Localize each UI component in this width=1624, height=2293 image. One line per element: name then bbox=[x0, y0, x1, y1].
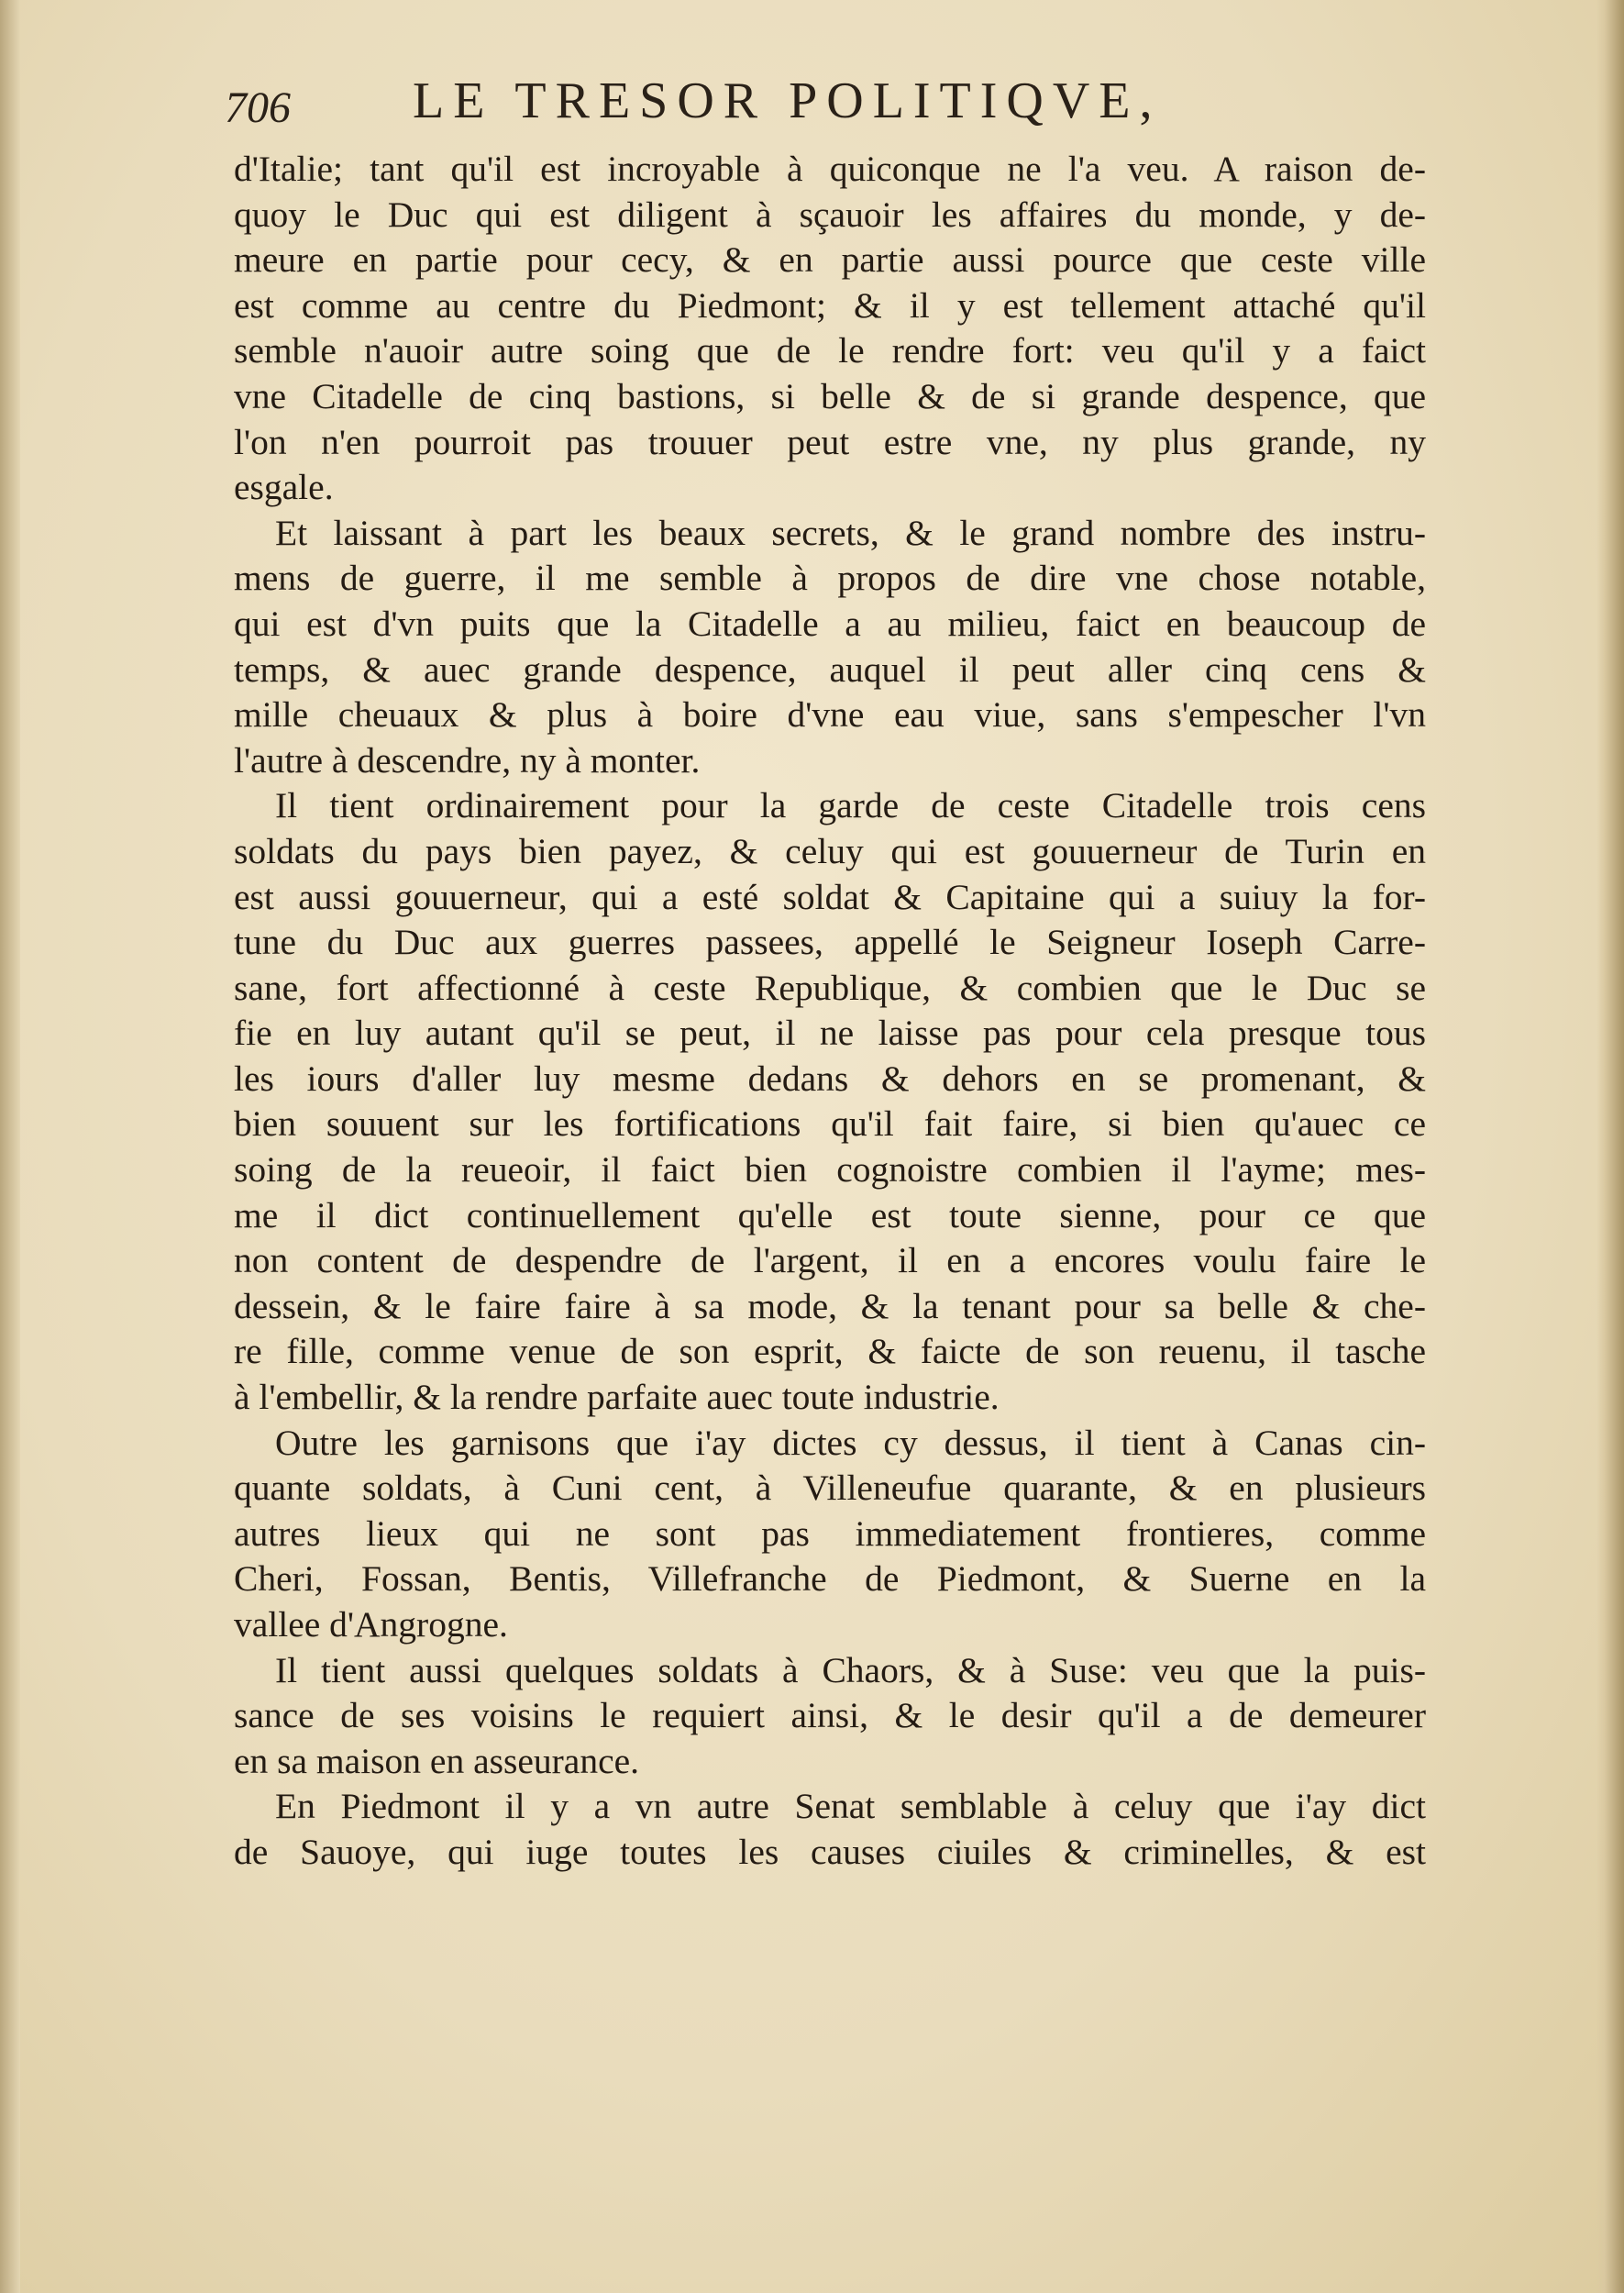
text-line: Il tient aussi quelques soldats à Chaors, & à Suse: veu que la puis- bbox=[275, 1649, 1426, 1690]
text-line: sane, fort affectionné à ceste Republique, & combien que le Duc se bbox=[234, 967, 1426, 1008]
text-line: soing de la reueoir, il faict bien cognoistre combien il l'ayme; mes- bbox=[234, 1149, 1426, 1191]
text-line: vne Citadelle de cinq bastions, si belle & de si grande despence, que bbox=[234, 375, 1426, 416]
text-line: l'autre à descendre, ny à monter. bbox=[234, 739, 701, 781]
text-line: temps, & auec grande despence, auquel il peut aller cinq cens & bbox=[234, 648, 1426, 690]
text-line: bien souuent sur les fortifications qu'il fait faire, si bien qu'auec ce bbox=[234, 1103, 1426, 1145]
text-line: meure en partie pour cecy, & en partie aussi pource que ceste ville bbox=[234, 239, 1426, 281]
text-line: Cheri, Fossan, Bentis, Villefranche de Piedmont, & Suerne en la bbox=[234, 1558, 1426, 1600]
text-line: En Piedmont il y a vn autre Senat semblable à celuy que i'ay dict bbox=[275, 1786, 1426, 1827]
text-line: qui est d'vn puits que la Citadelle a au milieu, faict en beaucoup de bbox=[234, 603, 1426, 644]
body-text bbox=[234, 147, 1426, 1876]
text-line: semble n'auoir autre soing que de le rendre fort: veu qu'il y a faict bbox=[234, 330, 1426, 371]
paragraph bbox=[234, 147, 1426, 511]
paragraph bbox=[234, 1784, 1426, 1875]
page-edge-shadow bbox=[1596, 0, 1624, 2293]
text-line: mille cheuaux & plus à boire d'vne eau viue, sans s'empescher l'vn bbox=[234, 694, 1426, 736]
text-line: quoy le Duc qui est diligent à sçauoir les affaires du monde, y de- bbox=[234, 194, 1426, 235]
text-line: l'on n'en pourroit pas trouuer peut estre vne, ny plus grande, ny bbox=[234, 421, 1426, 462]
text-line: Il tient ordinairement pour la garde de ceste Citadelle trois cens bbox=[275, 785, 1426, 826]
text-line: est aussi gouuerneur, qui a esté soldat & Capitaine qui a suiuy la for- bbox=[234, 876, 1426, 917]
text-line: fie en luy autant qu'il se peut, il ne laisse pas pour cela presque tous bbox=[234, 1013, 1426, 1054]
text-line: autres lieux qui ne sont pas immediatement frontieres, comme bbox=[234, 1512, 1426, 1554]
text-line: de Sauoye, qui iuge toutes les causes ciuiles & criminelles, & est bbox=[234, 1831, 1426, 1872]
text-line: tune du Duc aux guerres passees, appellé le Seigneur Ioseph Carre- bbox=[234, 922, 1426, 963]
paragraph bbox=[234, 1648, 1426, 1785]
text-line: sance de ses voisins le requiert ainsi, & le desir qu'il a de demeurer bbox=[234, 1695, 1426, 1736]
paragraph bbox=[234, 1421, 1426, 1648]
text-line: me il dict continuellement qu'elle est toute sienne, pour ce que bbox=[234, 1194, 1426, 1235]
text-line: dessein, & le faire faire à sa mode, & la tenant pour sa belle & che- bbox=[234, 1285, 1426, 1326]
text-line: à l'embellir, & la rendre parfaite auec toute industrie. bbox=[234, 1377, 1000, 1418]
text-line: Outre les garnisons que i'ay dictes cy dessus, il tient à Canas cin- bbox=[275, 1422, 1426, 1463]
text-line: re fille, comme venue de son esprit, & faicte de son reuenu, il tasche bbox=[234, 1331, 1426, 1372]
page-gutter-shadow bbox=[0, 0, 20, 2293]
text-line: quante soldats, à Cuni cent, à Villeneufue quarante, & en plusieurs bbox=[234, 1468, 1426, 1509]
text-line: non content de despendre de l'argent, il en a encores voulu faire le bbox=[234, 1240, 1426, 1281]
text-line: mens de guerre, il me semble à propos de dire vne chose notable, bbox=[234, 558, 1426, 599]
text-line: les iours d'aller luy mesme dedans & dehors en se promenant, & bbox=[234, 1058, 1426, 1099]
running-title: LE TRESOR POLITIQVE, bbox=[413, 72, 1162, 129]
text-line: est comme au centre du Piedmont; & il y est tellement attaché qu'il bbox=[234, 284, 1426, 326]
paragraph bbox=[234, 511, 1426, 784]
text-line: Et laissant à part les beaux secrets, & le grand nombre des instru- bbox=[275, 512, 1426, 553]
running-header bbox=[225, 72, 1435, 143]
text-line: en sa maison en asseurance. bbox=[234, 1740, 640, 1781]
text-line: vallee d'Angrogne. bbox=[234, 1604, 508, 1645]
text-line: soldats du pays bien payez, & celuy qui est gouuerneur de Turin en bbox=[234, 830, 1426, 871]
page-number: 706 bbox=[225, 83, 291, 132]
text-line: esgale. bbox=[234, 467, 334, 508]
paragraph bbox=[234, 783, 1426, 1420]
text-line: d'Italie; tant qu'il est incroyable à quiconque ne l'a veu. A raison de- bbox=[234, 149, 1426, 189]
